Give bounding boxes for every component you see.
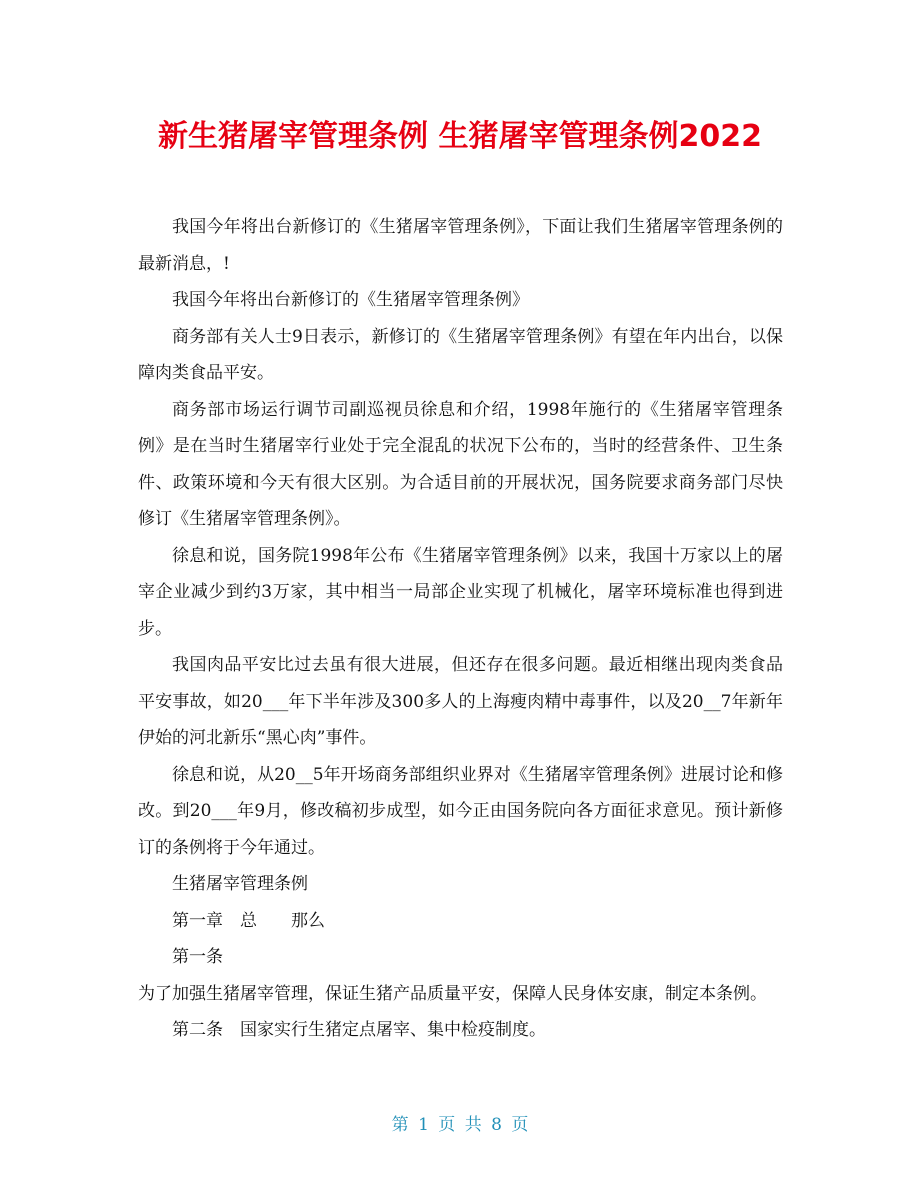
paragraph-announcement: 商务部有关人士9日表示，新修订的《生猪屠宰管理条例》有望在年内出台，以保障肉类食品平安。 — [138, 326, 783, 383]
paragraph-intro: 我国今年将出台新修订的《生猪屠宰管理条例》，下面让我们生猪屠宰管理条例的最新消息，! — [138, 217, 783, 274]
paragraph-revision: 徐息和说，从20__5年开场商务部组织业界对《生猪屠宰管理条例》进展讨论和修改。到20___年9月，修改稿初步成型，如今正由国务院向各方面征求意见。预计新修订的条例将于今年通过。 — [138, 764, 783, 858]
paragraph-issues: 我国肉品平安比过去虽有很大进展，但还存在很多问题。最近相继出现肉类食品平安事故，如20___年下半年涉及300多人的上海瘦肉精中毒事件，以及20__7年新年伊始的河北新乐“黑心肉”事件。 — [138, 655, 783, 748]
regulation-heading: 生猪屠宰管理条例 — [172, 874, 308, 894]
article-1-heading: 第一条 — [172, 947, 223, 967]
page-number: 第 1 页 共 8 页 — [391, 1115, 529, 1135]
chapter-heading: 第一章 总 那么 — [172, 910, 325, 931]
document-body — [138, 209, 783, 1049]
paragraph-background: 商务部市场运行调节司副巡视员徐息和介绍，1998年施行的《生猪屠宰管理条例》是在当时生猪屠宰行业处于完全混乱的状况下公布的，当时的经营条件、卫生条件、政策环境和今天有很大区别。为合适目前的开展状况，国务院要求商务部门尽快修订《生猪屠宰管理条例》。 — [138, 399, 783, 529]
article-1-text: 为了加强生猪屠宰管理，保证生猪产品质量平安，保障人民身体安康，制定本条例。 — [138, 983, 767, 1004]
paragraph-progress: 徐息和说，国务院1998年公布《生猪屠宰管理条例》以来，我国十万家以上的屠宰企业减少到约3万家，其中相当一局部企业实现了机械化，屠宰环境标准也得到进步。 — [138, 545, 783, 639]
paragraph-headline: 我国今年将出台新修订的《生猪屠宰管理条例》 — [172, 290, 529, 310]
page-title: 新生猪屠宰管理条例 生猪屠宰管理条例2022 — [158, 119, 762, 154]
article-2-text: 第二条 国家实行生猪定点屠宰、集中检疫制度。 — [172, 1020, 546, 1040]
